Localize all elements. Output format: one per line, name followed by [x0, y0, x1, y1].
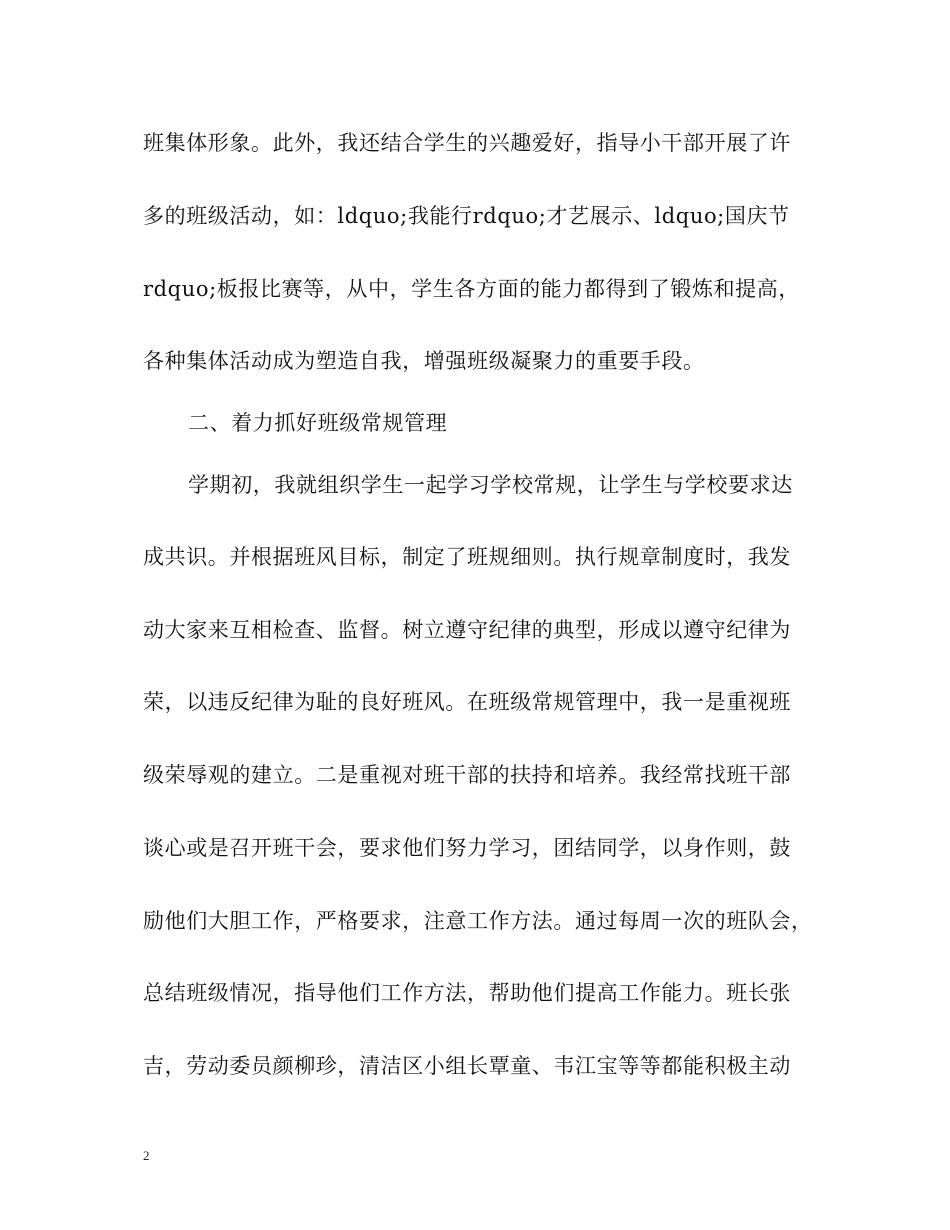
text-line: 吉，劳动委员颜柳珍，清洁区小组长覃童、韦江宝等等都能积极主动: [143, 1054, 791, 1078]
text-line: 总结班级情况，指导他们工作方法，帮助他们提高工作能力。班长张: [143, 981, 791, 1005]
text-line: 成共识。并根据班风目标，制定了班规细则。执行规章制度时，我发: [143, 545, 791, 569]
text-line: 班集体形象。此外，我还结合学生的兴趣爱好，指导小干部开展了许: [143, 131, 791, 155]
text-line: 各种集体活动成为塑造自我，增强班级凝聚力的重要手段。: [143, 349, 705, 373]
text-line: 谈心或是召开班干会，要求他们努力学习，团结同学，以身作则，鼓: [143, 836, 791, 860]
text-line: rdquo;板报比赛等，从中，学生各方面的能力都得到了锻炼和提高，: [143, 277, 800, 301]
text-line: 励他们大胆工作，严格要求，注意工作方法。通过每周一次的班队会，: [143, 909, 813, 933]
section-heading: 二、着力抓好班级常规管理: [188, 411, 448, 435]
text-line: 级荣辱观的建立。二是重视对班干部的扶持和培养。我经常找班干部: [143, 763, 791, 787]
text-line: 荣，以违反纪律为耻的良好班风。在班级常规管理中，我一是重视班: [143, 690, 791, 714]
text-line: 动大家来互相检查、监督。树立遵守纪律的典型，形成以遵守纪律为: [143, 618, 791, 642]
page-number: 2: [143, 1148, 150, 1163]
paragraph-first-line: 学期初，我就组织学生一起学习学校常规，让学生与学校要求达: [188, 473, 793, 497]
text-line: 多的班级活动，如：ldquo;我能行rdquo;才艺展示、ldquo;国庆节: [143, 204, 790, 228]
